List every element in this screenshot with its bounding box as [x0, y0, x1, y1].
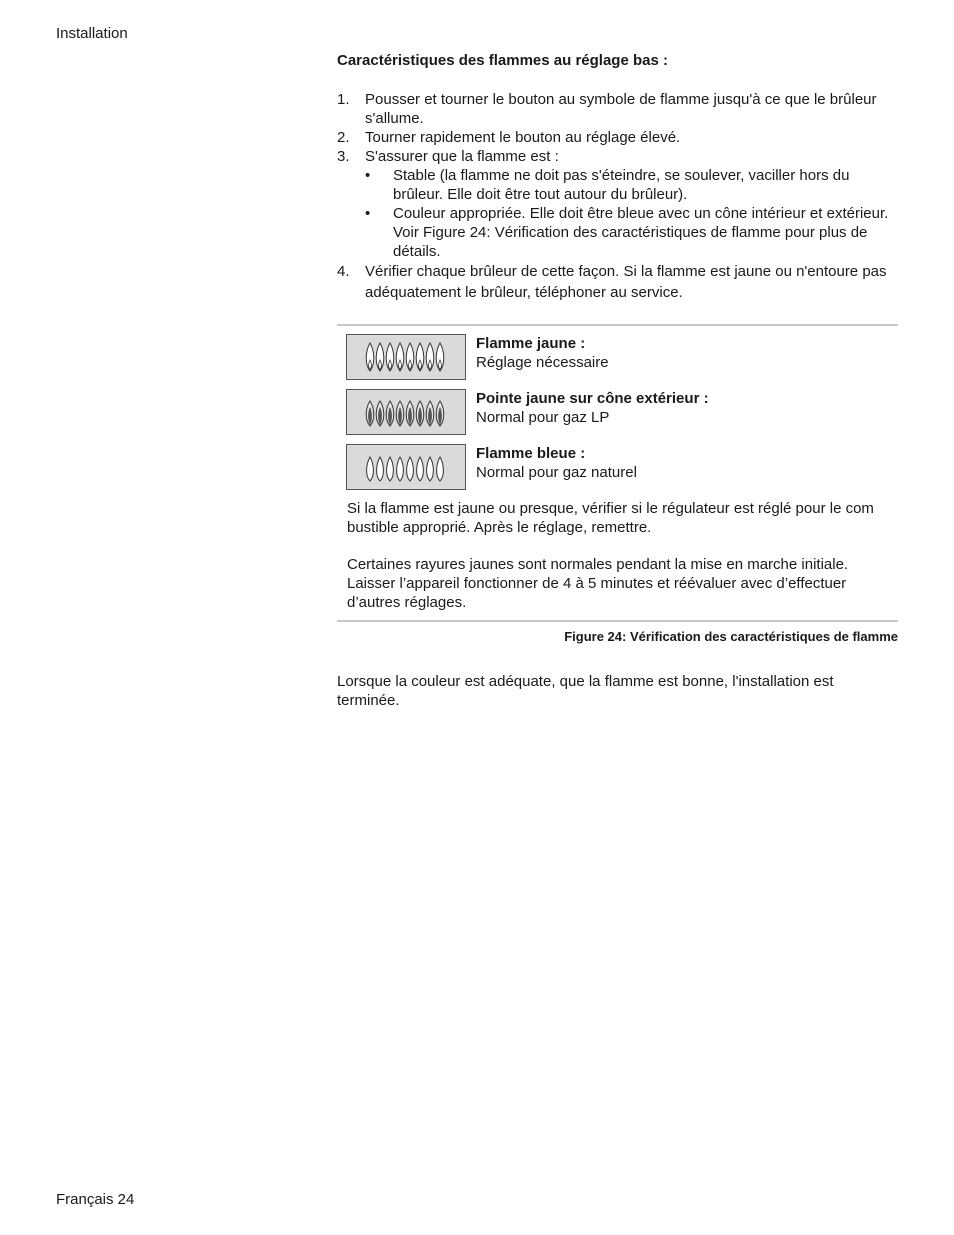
figure-caption: Figure 24: Vérification des caractéristiques de flamme [564, 629, 898, 644]
flame-description [476, 444, 637, 482]
flame-criteria-list [365, 166, 898, 261]
step-text: Pousser et tourner le bouton au symbole de flamme jusqu'à ce que le brûleur s'allume. [365, 91, 877, 127]
flame-title: Pointe jaune sur cône extérieur : [476, 390, 709, 407]
note-line: bustible approprié. Après le réglage, remettre. [347, 519, 652, 536]
list-item [337, 90, 898, 128]
step-text: S'assurer que la flamme est : [365, 148, 559, 165]
list-item [365, 166, 898, 204]
bullet-text: Couleur appropriée. Elle doit être bleue avec un cône intérieur et extérieur. Voir Figure 24: Vérification des caractéristiques de flamme pour plus de détails. [393, 205, 889, 260]
step-number: 3. [337, 148, 350, 165]
list-item [337, 261, 898, 303]
flame-title: Flamme bleue : [476, 445, 586, 462]
flame-desc: Réglage nécessaire [476, 354, 609, 371]
figure-flame-characteristics [337, 324, 898, 622]
section-header: Installation [56, 25, 128, 42]
note-line: Si la flamme est jaune ou presque, vérifier si le régulateur est réglé pour le com [347, 500, 874, 517]
flame-row-yellow-tip [346, 389, 898, 435]
flame-desc: Normal pour gaz naturel [476, 464, 637, 481]
step-number: 1. [337, 91, 350, 108]
flame-description [476, 389, 709, 427]
step-number: 2. [337, 129, 350, 146]
bullet-text: Stable (la flamme ne doit pas s'éteindre, se soulever, vaciller hors du brûleur. Elle doit être tout autour du brûleur). [393, 167, 850, 203]
bullet-icon: • [365, 205, 371, 222]
yellow-flame-icon [346, 334, 466, 380]
figure-note-adjustment [347, 499, 888, 612]
flame-title: Flamme jaune : [476, 335, 586, 352]
section-heading: Caractéristiques des flammes au réglage bas : [337, 52, 668, 69]
closing-paragraph: Lorsque la couleur est adéquate, que la flamme est bonne, l'installation est terminée. [337, 673, 834, 709]
flame-row-yellow [346, 334, 898, 380]
step-text: Vérifier chaque brûleur de cette façon. Si la flamme est jaune ou n'entoure pas adéquatement le brûleur, téléphoner au service. [365, 263, 887, 301]
bullet-icon: • [365, 167, 371, 184]
flame-description [476, 334, 609, 372]
list-item [337, 147, 898, 261]
list-item [365, 204, 898, 261]
main-content [337, 51, 898, 725]
step-text: Tourner rapidement le bouton au réglage élevé. [365, 129, 681, 146]
blue-flame-icon [346, 444, 466, 490]
flame-row-blue [346, 444, 898, 490]
step-number: 4. [337, 263, 350, 280]
list-item [337, 128, 898, 147]
instruction-list [337, 90, 898, 303]
yellow-tip-flame-icon [346, 389, 466, 435]
page-footer: Français 24 [56, 1191, 135, 1208]
flame-desc: Normal pour gaz LP [476, 409, 610, 426]
figure-note-yellow-streaks: Certaines rayures jaunes sont normales pendant la mise en marche initiale. Laisser l’appareil fonctionner de 4 à 5 minutes et réévaluer avec d’effectuer d’autres réglages. [347, 556, 849, 611]
